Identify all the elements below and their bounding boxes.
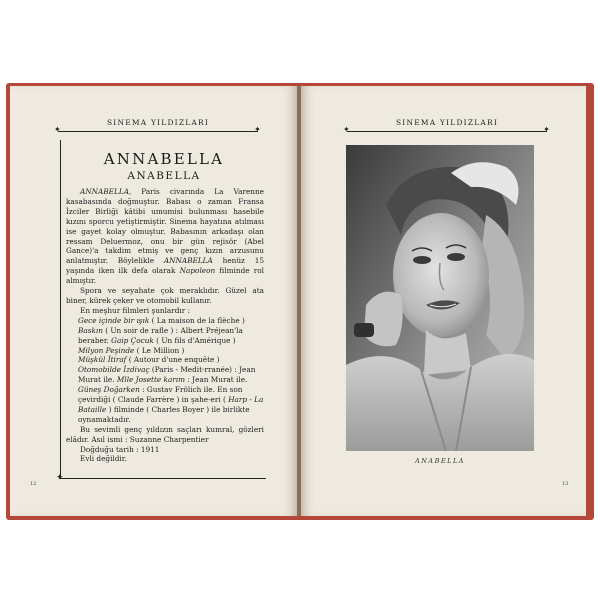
page-subtitle: ANABELLA	[127, 170, 201, 182]
star-name: ANNABELLA	[163, 256, 213, 266]
star-icon: ✦	[343, 125, 351, 134]
left-header-rule	[58, 131, 258, 132]
marital-status: Evli değildir.	[80, 454, 127, 464]
film-list-item: Gece içinde bir ışık ( La maison de la flèche )	[78, 315, 245, 325]
intro-paragraph: ANNABELLA, Paris civarında La Varenne kasabasında doğmuştur. Babası o zaman Fransa İzciler Birliği kâtibi umumisi bulunması hasebile kızını sporcu yetiştirmiştir. Sinema hayatına atılması ise gayet kolay olmuştur. Babasının arkadaşı olan ressam Deluermoz, onu bir gün rejisör (Abel Gance)'a takdim etmiş ve genç kızın arzusunu anlatmıştır. Böylelikle ANNABELLA henüz 15 yaşında iken ilk defa olarak Napoleon filminde rol almıştır.	[66, 187, 264, 286]
hobbies-paragraph: Spora ve seyahate çok meraklıdır. Güzel ata biner, kürek çeker ve otomobil kullanır.	[66, 286, 264, 305]
page-title: ANNABELLA	[103, 150, 225, 168]
right-page-number: 13	[562, 481, 569, 487]
portrait-photo	[346, 145, 534, 451]
film-list-item: Müşkül İtiraf ( Autour d'une enquête )	[78, 355, 220, 365]
star-icon: ✦	[54, 125, 62, 134]
right-page-header	[341, 118, 553, 138]
film-list-item: Baskın ( Un soir de rafle ) : Albert Préjean'la beraber. Gaip Çocuk ( Un fils d'Amérique )	[78, 325, 243, 345]
left-page-header	[52, 118, 264, 138]
left-page-number: 12	[30, 481, 37, 487]
appearance-paragraph: Bu sevimli genç yıldızın saçları kumral, gözleri elâdır. Asıl ismi : Suzanne Charpentier	[66, 424, 264, 444]
star-icon: ✦	[543, 125, 551, 134]
left-header-text: SINEMA YILDIZLARI	[106, 118, 210, 127]
biography-text	[66, 187, 264, 464]
films-intro: En meşhur filmleri şunlardır :	[80, 305, 191, 315]
film-list-item: Otomobilde İzdivaç (Paris - Medit-rranée) : Jean Murat ile. Mlle Josette karım : Jean Murat ile.	[78, 365, 256, 385]
star-icon: ✦	[254, 125, 262, 134]
right-header-text: SINEMA YILDIZLARI	[395, 118, 499, 127]
film-list-item: Milyon Peşinde ( Le Million )	[78, 345, 185, 355]
right-header-rule	[347, 131, 547, 132]
photo-caption: ANABELLA	[415, 457, 465, 465]
star-name: ANNABELLA,	[80, 187, 132, 196]
film-title: Napoleon	[179, 266, 216, 276]
book-gutter	[297, 86, 301, 516]
birth-date: Doğduğu tarih : 1911	[80, 444, 160, 454]
film-list-item: Güneş Doğarken : Gustav Frölich ile. En son çevirdiği ( Claude Farrère ) in şahe-eri ( Harp - La Bataille ) filminde ( Charles Boyer ) ile birlikte oynamaktadır.	[78, 385, 264, 424]
star-icon: ✦	[56, 473, 64, 483]
